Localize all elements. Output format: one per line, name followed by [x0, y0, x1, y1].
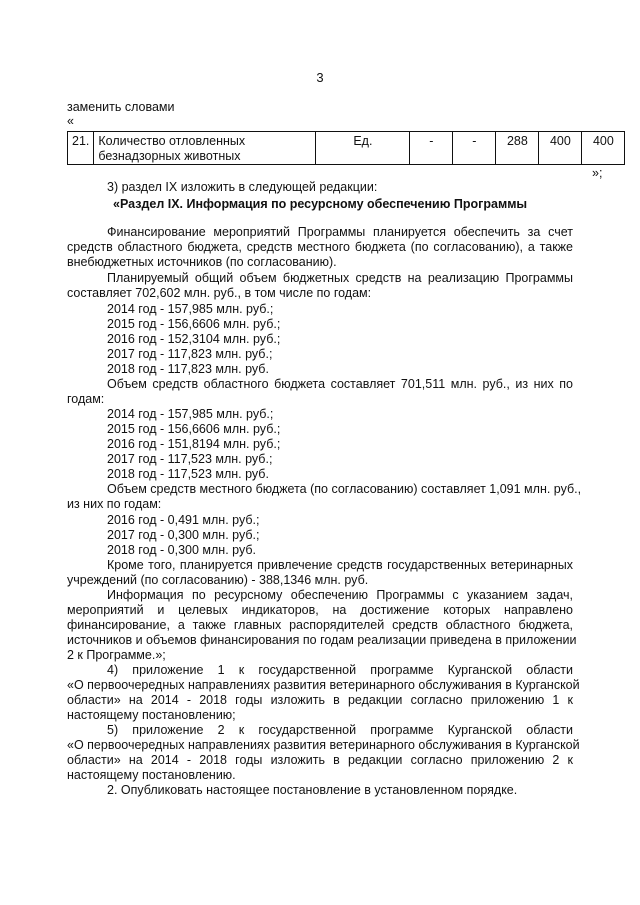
year-line: 2018 год - 117,523 млн. руб. [107, 467, 269, 481]
unit-cell: Ед. [316, 132, 410, 165]
item-3-heading: 3) раздел IX изложить в следующей редакции: [107, 180, 378, 194]
year-line: 2015 год - 156,6606 млн. руб.; [107, 422, 281, 436]
year-line: 2017 год - 117,823 млн. руб.; [107, 347, 273, 361]
year-line: 2015 год - 156,6606 млн. руб.; [107, 317, 281, 331]
value-cell-2: - [453, 132, 496, 165]
year-line: 2014 год - 157,985 млн. руб.; [107, 302, 274, 316]
value-cell-3: 288 [496, 132, 539, 165]
value-cell-1: - [410, 132, 453, 165]
indicator-name-line1: Количество отловленных [98, 134, 246, 148]
indicator-name-line2: безнадзорных животных [98, 149, 241, 163]
year-line: 2018 год - 117,823 млн. руб. [107, 362, 269, 376]
paragraph-line: «О первоочередных направлениях развития ветеринарного обслуживания в Курганской [67, 738, 580, 752]
paragraph-line: учреждений (по согласованию) - 388,1346 млн. руб. [67, 573, 369, 587]
paragraph-line: Кроме того, планируется привлечение средств государственных ветеринарных [107, 558, 573, 572]
year-line: 2017 год - 117,523 млн. руб.; [107, 452, 273, 466]
paragraph-line: годам: [67, 392, 105, 406]
paragraph-line: Объем средств областного бюджета составляет 701,511 млн. руб., из них по [107, 377, 573, 391]
paragraph-line: 2 к Программе.»; [67, 648, 166, 662]
page-number: 3 [316, 70, 324, 85]
year-line: 2016 год - 151,8194 млн. руб.; [107, 437, 281, 451]
year-line: 2018 год - 0,300 млн. руб. [107, 543, 256, 557]
close-quote: »; [592, 166, 603, 180]
section-title: «Раздел IX. Информация по ресурсному обеспечению Программы [113, 197, 528, 211]
value-cell-4: 400 [539, 132, 582, 165]
paragraph-line: Финансирование мероприятий Программы планируется обеспечить за счет [107, 225, 573, 239]
paragraph-line: средств областного бюджета, средств местного бюджета (по согласованию), а также [67, 240, 573, 254]
paragraph-line: Объем средств местного бюджета (по согласованию) составляет 1,091 млн. руб., [107, 482, 582, 496]
paragraph-line: из них по годам: [67, 497, 162, 511]
indicator-table [67, 131, 625, 165]
paragraph-line: Планируемый общий объем бюджетных средств на реализацию Программы [107, 271, 573, 285]
paragraph-line: внебюджетных источников (по согласованию). [67, 255, 337, 269]
paragraph-line: Информация по ресурсному обеспечению Программы с указанием задач, [107, 588, 573, 602]
year-line: 2016 год - 152,3104 млн. руб.; [107, 332, 281, 346]
paragraph-line: источников и объемов финансирования по годам реализации приведена в приложении [67, 633, 577, 647]
year-line: 2016 год - 0,491 млн. руб.; [107, 513, 260, 527]
table-row [68, 132, 625, 165]
paragraph-line: мероприятий и целевых индикаторов, на достижение которых направлено [67, 603, 573, 617]
year-line: 2014 год - 157,985 млн. руб.; [107, 407, 274, 421]
row-number: 21. [68, 132, 94, 165]
paragraph-line: 4) приложение 1 к государственной программе Курганской области [107, 663, 573, 677]
paragraph-line: составляет 702,602 млн. руб., в том числе по годам: [67, 286, 372, 300]
paragraph-line: «О первоочередных направлениях развития ветеринарного обслуживания в Курганской [67, 678, 580, 692]
paragraph-line: настоящему постановлению. [67, 768, 236, 782]
intro-text: заменить словами [67, 100, 175, 114]
paragraph-line: области» на 2014 - 2018 годы изложить в редакции согласно приложению 1 к [67, 693, 573, 707]
paragraph-line: 2. Опубликовать настоящее постановление в установленном порядке. [107, 783, 518, 797]
paragraph-line: финансирование, а также главных распорядителей средств областного бюджета, [67, 618, 573, 632]
paragraph-line: настоящему постановлению; [67, 708, 236, 722]
year-line: 2017 год - 0,300 млн. руб.; [107, 528, 260, 542]
indicator-name [94, 132, 316, 165]
paragraph-line: области» на 2014 - 2018 годы изложить в редакции согласно приложению 2 к [67, 753, 573, 767]
open-quote: « [67, 114, 74, 128]
value-cell-5: 400 [582, 132, 625, 165]
paragraph-line: 5) приложение 2 к государственной программе Курганской области [107, 723, 573, 737]
